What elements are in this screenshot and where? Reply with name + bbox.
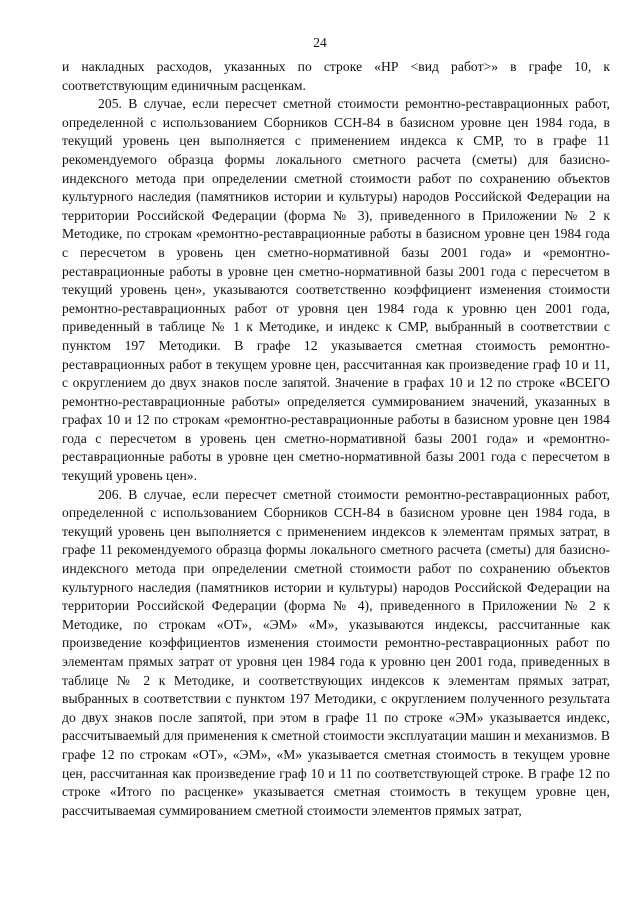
paragraph-continuation: и накладных расходов, указанных по строке «НР <вид работ>» в графе 10, к соответствующим единичным расценкам. <box>62 59 610 93</box>
paragraph-item-205: 205. В случае, если пересчет сметной стоимости ремонтно-реставрационных работ, определенной с использованием Сборников ССН-84 в базисном уровне цен 1984 года, в текущий уровень цен выполняется с применением индекса к СМР, то в графе 11 рекомендуемого образца формы локального сметного расчета (сметы) для базисно-индексного метода при определении сметной стоимости работ по сохранению объектов культурного наследия (памятников истории и культуры) народов Российской Федерации на территории Российской Федерации (форма № 3), приведенного в Приложении № 2 к Методике, по строкам «ремонтно-реставрационные работы в базисном уровне цен 1984 года с пересчетом в уровень цен сметно-нормативной базы 2001 года» и «ремонтно-реставрационные работы в уровне цен сметно-нормативной базы 2001 года с пересчетом в текущий уровень цен», указываются соответственно коэффициент изменения стоимости ремонтно-реставрационных работ от уровня цен 1984 года к уровню цен 2001 года, приведенный в таблице № 1 к Методике, и индекс к СМР, выбранный в соответствии с пунктом 197 Методики. В графе 12 указывается сметная стоимость ремонтно-реставрационных работ в текущем уровне цен, рассчитанная как произведение граф 10 и 11, с округлением до двух знаков после запятой. Значение в графах 10 и 12 по строке «ВСЕГО ремонтно-реставрационные работы» определяется суммированием значений, указанных в графах 10 и 12 по строкам «ремонтно-реставрационные работы в базисном уровне цен 1984 года с пересчетом в уровень цен сметно-нормативной базы 2001 года» и «ремонтно-реставрационные работы в уровне цен сметно-нормативной базы 2001 года с пересчетом в текущий уровень цен». <box>62 96 610 484</box>
paragraph-item-206: 206. В случае, если пересчет сметной стоимости ремонтно-реставрационных работ, определенной с использованием Сборников ССН-84 в базисном уровне цен 1984 года, в текущий уровень цен выполняется с применением индексов к элементам прямых затрат, в графе 11 рекомендуемого образца формы локального сметного расчета (сметы) для базисно-индексного метода при определении сметной стоимости работ по сохранению объектов культурного наследия (памятников истории и культуры) народов Российской Федерации на территории Российской Федерации (форма № 4), приведенного в Приложении № 2 к Методике, по строкам «ОТ», «ЭМ» «М», указываются индексы, рассчитанные как произведение коэффициентов изменения стоимости ремонтно-реставрационных работ по элементам прямых затрат от уровня цен 1984 года к уровню цен 2001 года, приведенных в таблице № 2 к Методике, и соответствующих индексов к элементам прямых затрат, выбранных в соответствии с пунктом 197 Методики, с округлением полученного результата до двух знаков после запятой, при этом в графе 11 по строке «ЭМ» указывается индекс, рассчитываемый для применения к сметной стоимости эксплуатации машин и механизмов. В графе 12 по строкам «ОТ», «ЭМ», «М» указывается сметная стоимость в текущем уровне цен, рассчитанная как произведение граф 10 и 11 по соответствующей строке. В графе 12 по строке «Итого по расценке» указывается сметная стоимость в текущем уровне цен, рассчитываемая суммированием сметной стоимости элементов прямых затрат, <box>62 486 610 818</box>
page-number: 24 <box>313 35 327 50</box>
document-body <box>62 58 610 820</box>
